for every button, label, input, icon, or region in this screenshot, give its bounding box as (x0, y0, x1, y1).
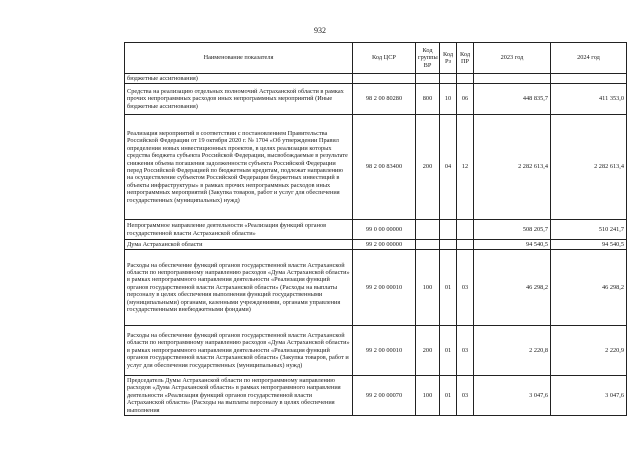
table-row (125, 250, 627, 326)
row-pr: 03 (457, 250, 474, 326)
row-pr: 03 (457, 376, 474, 416)
row-2024: 510 241,7 (551, 220, 627, 240)
row-rz (440, 74, 457, 84)
row-vr: 100 (416, 250, 440, 326)
row-2024: 94 540,5 (551, 240, 627, 250)
row-2024: 411 353,0 (551, 84, 627, 115)
row-csr: 99 2 00 00000 (353, 240, 416, 250)
row-2023 (474, 74, 551, 84)
header-2024: 2024 год (551, 43, 627, 74)
row-2024: 2 220,9 (551, 326, 627, 376)
page-number: 932 (314, 26, 326, 35)
table-header-row (125, 43, 627, 74)
row-2023: 508 205,7 (474, 220, 551, 240)
row-vr: 200 (416, 115, 440, 220)
row-csr: 99 2 00 00070 (353, 376, 416, 416)
row-csr: 98 2 00 83400 (353, 115, 416, 220)
row-name: Непрограммное направление деятельности «Реализация функций органов государственной власти Астраханской области» (125, 220, 353, 240)
row-2024: 3 047,6 (551, 376, 627, 416)
row-vr: 100 (416, 376, 440, 416)
row-name: Дума Астраханской области (125, 240, 353, 250)
header-rz: Код Рз (440, 43, 457, 74)
row-2023: 3 047,6 (474, 376, 551, 416)
row-rz: 01 (440, 250, 457, 326)
row-rz: 04 (440, 115, 457, 220)
table-row (125, 326, 627, 376)
header-name: Наименование показателя (125, 43, 353, 74)
row-vr: 800 (416, 84, 440, 115)
row-vr (416, 240, 440, 250)
row-name: Расходы на обеспечение функций органов государственной власти Астраханской области по непрограммному направлению расходов «Дума Астраханской области» в рамках непрограммного направления деятельности «Реализация функций органов государственной власти Астраханской области» (Расходы на выплаты персоналу в целях обеспечения выполнения функций государственными (муниципальными) органами, казенными учреждениями, органами управления государственными внебюджетными фондами) (125, 250, 353, 326)
row-pr (457, 74, 474, 84)
row-2024: 2 282 613,4 (551, 115, 627, 220)
row-csr: 99 2 00 00010 (353, 250, 416, 326)
budget-table (124, 42, 627, 416)
row-2023: 2 220,8 (474, 326, 551, 376)
row-pr: 06 (457, 84, 474, 115)
row-pr: 12 (457, 115, 474, 220)
row-vr (416, 220, 440, 240)
table-row (125, 240, 627, 250)
header-pr: Код ПР (457, 43, 474, 74)
row-rz (440, 220, 457, 240)
row-rz: 01 (440, 376, 457, 416)
table-row (125, 84, 627, 115)
row-name: Председатель Думы Астраханской области по непрограммному направлению расходов «Дума Астраханской области» в рамках непрограммного направления деятельности «Реализация функций органов государственной власти Астраханской области» (Расходы на выплаты персоналу в целях обеспечения выполнения (125, 376, 353, 416)
table-row (125, 74, 627, 84)
row-name: бюджетные ассигнования) (125, 74, 353, 84)
row-2023: 2 282 613,4 (474, 115, 551, 220)
row-pr: 03 (457, 326, 474, 376)
row-2023: 46 298,2 (474, 250, 551, 326)
row-2023: 448 835,7 (474, 84, 551, 115)
table-row (125, 376, 627, 416)
table-row (125, 220, 627, 240)
header-2023: 2023 год (474, 43, 551, 74)
row-rz (440, 240, 457, 250)
row-csr (353, 74, 416, 84)
header-csr: Код ЦСР (353, 43, 416, 74)
row-rz: 10 (440, 84, 457, 115)
row-name: Расходы на обеспечение функций органов государственной власти Астраханской области по непрограммному направлению расходов «Дума Астраханской области» в рамках непрограммного направления деятельности «Реализация функций органов государственной власти Астраханской области» (Закупка товаров, работ и услуг для обеспечения государственных (муниципальных) нужд) (125, 326, 353, 376)
row-name: Реализация мероприятий в соответствии с постановлением Правительства Российской Федерации от 19 октября 2020 г. № 1704 «Об утверждении Правил определения новых инвестиционных проектов, в целях реализации которых средства бюджета субъекта Российской Федерации, высвобождаемые в результате снижения объема погашения задолженности субъекта Российской Федерации перед Российской Федерацией по бюджетным кредитам, подлежат направлению на осуществление субъектом Российской Федерации бюджетных инвестиций в объекты инфраструктуры» в рамках прочих непрограммных расходов иных непрограммных мероприятий (Закупка товаров, работ и услуг для обеспечения государственных (муниципальных) нужд) (125, 115, 353, 220)
row-csr: 98 2 00 80280 (353, 84, 416, 115)
header-vr: Код группы ВР (416, 43, 440, 74)
row-rz: 01 (440, 326, 457, 376)
row-pr (457, 220, 474, 240)
row-pr (457, 240, 474, 250)
table-row (125, 115, 627, 220)
row-csr: 99 0 00 00000 (353, 220, 416, 240)
row-vr: 200 (416, 326, 440, 376)
row-2024 (551, 74, 627, 84)
row-2024: 46 298,2 (551, 250, 627, 326)
row-2023: 94 540,5 (474, 240, 551, 250)
row-name: Средства на реализацию отдельных полномочий Астраханской области в рамках прочих непрограммных расходов иных непрограммных мероприятий (Иные бюджетные ассигнования) (125, 84, 353, 115)
row-vr (416, 74, 440, 84)
row-csr: 99 2 00 00010 (353, 326, 416, 376)
